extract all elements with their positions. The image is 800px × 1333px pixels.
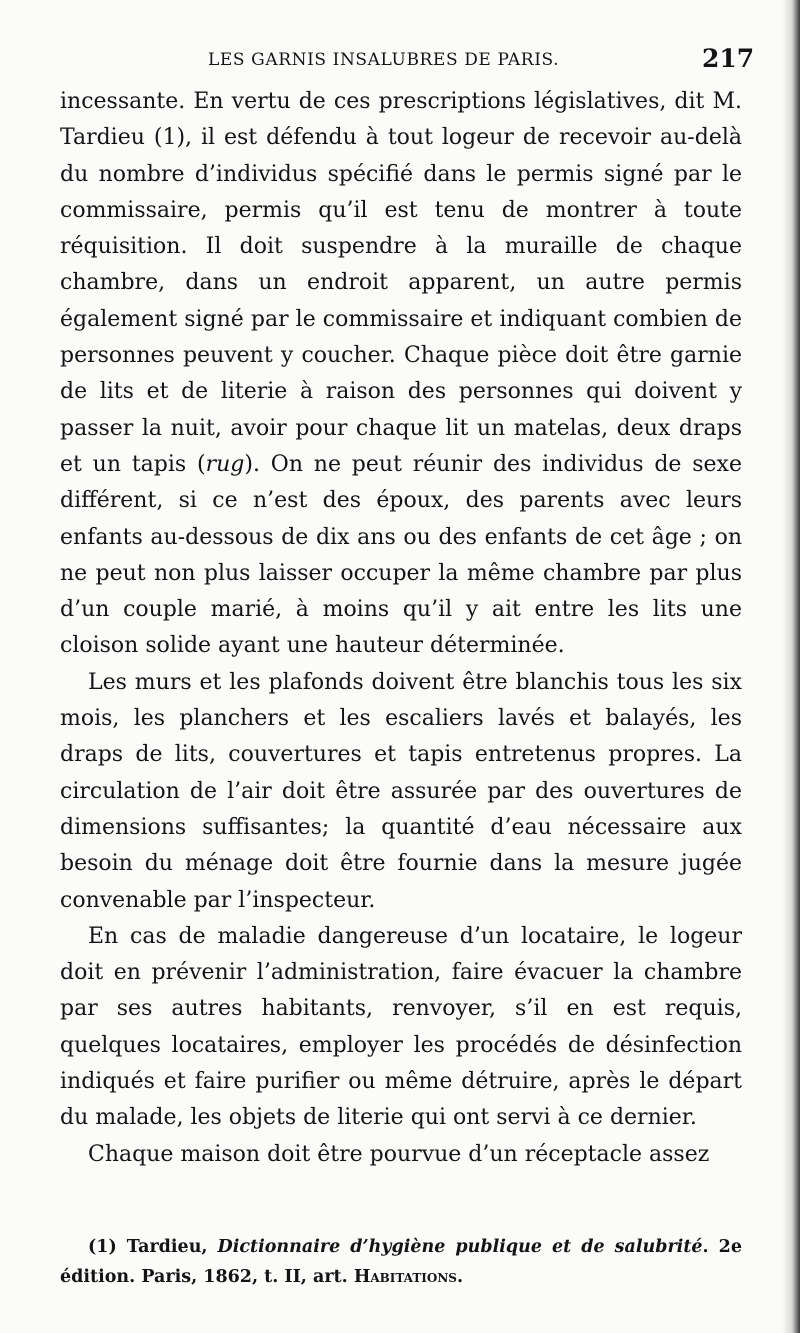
page-edge-shadow <box>782 0 800 1333</box>
footnote-end: . <box>456 1267 464 1287</box>
paragraph-1-italic: rug <box>205 451 245 477</box>
footnote-article: Habitations <box>353 1267 457 1287</box>
paragraph-4: Chaque maison doit être pourvue d’un réceptacle assez <box>88 1141 710 1167</box>
paragraph-1 <box>60 84 742 665</box>
footnote-details: . 2e édition. Paris, 1862, t. II, art. <box>60 1237 742 1287</box>
paragraph-1-text-a: incessante. En vertu de ces prescriptions législatives, dit M. Tardieu (1), il est défendu à tout logeur de recevoir au-delà du nombre d’individus spécifié dans le permis signé par le commissaire, permis qu’il est tenu de montrer à toute réquisition. Il doit suspendre à la muraille de chaque chambre, dans un endroit apparent, un autre permis également signé par le commissaire et indiquant combien de personnes peuvent y coucher. Chaque pièce doit être garnie de lits et de literie à raison des personnes qui doivent y passer la nuit, avoir pour chaque lit un matelas, deux draps et un tapis ( <box>60 89 742 477</box>
footnote-title: Dictionnaire d’hygiène publique et de salubrité <box>217 1237 703 1257</box>
footnote-text <box>60 1232 742 1292</box>
page-header <box>0 44 800 84</box>
footnote-author: (1) Tardieu, <box>88 1237 218 1257</box>
footnote <box>60 1232 742 1292</box>
paragraph-2: Les murs et les plafonds doivent être blanchis tous les six mois, les planchers et les escaliers lavés et balayés, les draps de lits, couvertures et tapis entretenus propres. La circulation de l’air doit être assurée par des ouvertures de dimensions suffisantes; la quantité d’eau nécessaire aux besoin du ménage doit être fournie dans la mesure jugée convenable par l’inspecteur. <box>60 669 742 913</box>
paragraph-3: En cas de maladie dangereuse d’un locataire, le logeur doit en prévenir l’administration, faire évacuer la chambre par ses autres habitants, renvoyer, s’il en est requis, quelques locataires, employer les procédés de désinfection indiqués et faire purifier ou même détruire, après le départ du malade, les objets de literie qui ont servi à ce dernier. <box>60 923 742 1131</box>
main-text <box>60 84 742 1173</box>
running-title: LES GARNIS INSALUBRES DE PARIS. <box>208 50 560 70</box>
page-number: 217 <box>702 44 755 73</box>
paragraph-1-text-b: ). On ne peut réunir des individus de sexe différent, si ce n’est des époux, des parents avec leurs enfants au-dessous de dix ans ou des enfants de cet âge ; on ne peut non plus laisser occuper la même chambre par plus d’un couple marié, à moins qu’il y ait entre les lits une cloison solide ayant une hauteur déterminée. <box>60 451 742 659</box>
